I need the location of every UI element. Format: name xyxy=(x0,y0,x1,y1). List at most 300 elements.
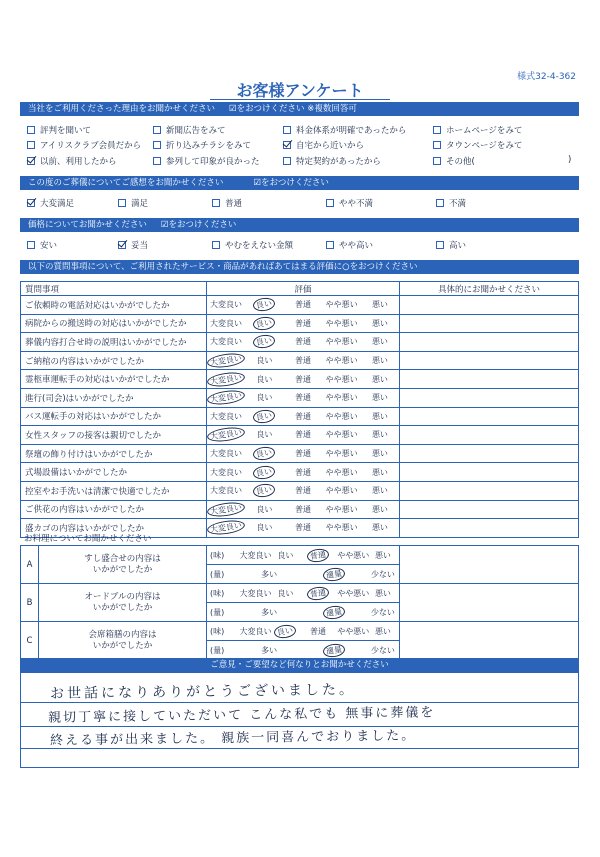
amount-option[interactable] xyxy=(302,603,367,622)
taste-option[interactable] xyxy=(367,584,400,603)
rating-option[interactable] xyxy=(322,407,361,426)
rating-label: 普通 xyxy=(294,300,311,310)
rating-label: 大変良い xyxy=(210,300,243,310)
checkbox[interactable] xyxy=(283,126,291,134)
rating-label: 良い xyxy=(253,446,277,462)
reason-option-7-label: タウンページをみて xyxy=(446,141,523,151)
amount-option[interactable] xyxy=(302,565,367,584)
question-cell: 式場設備はいかがでしたか xyxy=(21,463,207,482)
rating-label: 良い xyxy=(253,334,277,350)
food-question xyxy=(39,546,207,584)
price-option-2-label: やむをえない金額 xyxy=(225,241,294,251)
rating-option[interactable] xyxy=(284,333,323,352)
rating-label: やや悪い xyxy=(325,393,358,403)
evaluation-header-bar xyxy=(20,260,579,274)
rating-option[interactable] xyxy=(245,519,284,538)
taste-label: (味) xyxy=(207,584,237,603)
question-cell: 葬儀内容打合せ時の説明はいかがでしたか xyxy=(21,333,207,352)
detail-cell[interactable] xyxy=(400,519,579,538)
impression-option-1-label: 満足 xyxy=(131,199,149,209)
rating-option[interactable] xyxy=(245,407,284,426)
rating-option[interactable] xyxy=(322,519,361,538)
col-detail-header: 具体的にお聞かせください xyxy=(400,282,579,296)
checkbox[interactable] xyxy=(118,199,126,207)
question-cell: 進行(司会)はいかがでしたか xyxy=(21,388,207,407)
rating-option[interactable] xyxy=(245,296,284,315)
rating-label: やや悪い xyxy=(325,337,358,347)
reason-option-1-label: 新聞広告をみて xyxy=(166,126,226,136)
rating-label: 良い xyxy=(253,297,277,313)
detail-cell[interactable] xyxy=(400,296,579,315)
rating-label: 悪い xyxy=(371,523,388,533)
price-header: 価格についてお聞かせください xyxy=(28,220,147,230)
taste-option-label: 良い xyxy=(274,623,298,639)
rating-option[interactable] xyxy=(207,370,246,389)
checkbox[interactable] xyxy=(27,141,35,149)
taste-option-label: 大変良い xyxy=(239,550,272,560)
detail-cell[interactable] xyxy=(400,351,579,370)
rating-option[interactable] xyxy=(361,296,400,315)
question-cell: バス運転手の対応はいかがでしたか xyxy=(21,407,207,426)
reason-option-6-label: 自宅から近いから xyxy=(296,141,365,151)
checkbox[interactable] xyxy=(212,199,220,207)
checkbox[interactable] xyxy=(433,141,441,149)
food-question-line2: いかがでしたか xyxy=(92,564,153,575)
detail-cell[interactable] xyxy=(400,333,579,352)
detail-cell[interactable] xyxy=(400,370,579,389)
checkbox[interactable] xyxy=(326,241,334,249)
reason-option-9[interactable] xyxy=(153,155,260,167)
checkbox[interactable] xyxy=(153,141,161,149)
taste-option[interactable] xyxy=(367,546,400,565)
rating-option[interactable] xyxy=(207,463,246,482)
amount-label: (量) xyxy=(207,565,237,584)
rating-option[interactable] xyxy=(361,500,400,519)
impression-option-2-label: 普通 xyxy=(225,199,243,209)
rating-label: やや悪い xyxy=(325,467,358,477)
rating-option[interactable] xyxy=(361,388,400,407)
amount-option-label: 少ない xyxy=(370,569,395,579)
checkbox[interactable] xyxy=(27,241,35,249)
rating-option[interactable] xyxy=(361,370,400,389)
rating-label: 大変良い xyxy=(210,449,243,459)
rating-label: 普通 xyxy=(294,486,311,496)
rating-option[interactable] xyxy=(245,314,284,333)
amount-label: (量) xyxy=(207,641,237,660)
page-title: お客様アンケート xyxy=(236,81,364,100)
rating-label: やや悪い xyxy=(325,504,358,514)
taste-option[interactable] xyxy=(302,622,335,641)
rating-option[interactable] xyxy=(322,500,361,519)
reason-option-4-label: アイリスクラブ会員だから xyxy=(40,141,142,151)
checkbox[interactable] xyxy=(153,126,161,134)
reason-option-8-label: 以前、利用したから xyxy=(40,157,117,167)
table-row xyxy=(21,481,579,500)
opinion-header-bar xyxy=(20,658,579,672)
taste-option[interactable] xyxy=(334,584,370,603)
rating-option[interactable] xyxy=(322,333,361,352)
price-option-4[interactable] xyxy=(436,239,466,251)
detail-cell[interactable] xyxy=(400,481,579,500)
form-code: 様式32-4-362 xyxy=(517,72,576,82)
rating-option[interactable] xyxy=(245,426,284,445)
checkbox[interactable] xyxy=(436,199,444,207)
checkbox[interactable] xyxy=(436,241,444,249)
rating-option[interactable] xyxy=(284,519,323,538)
rating-label: 悪い xyxy=(371,504,388,514)
rating-option[interactable] xyxy=(284,500,323,519)
rating-option[interactable] xyxy=(322,444,361,463)
rating-option[interactable] xyxy=(361,444,400,463)
reason-option-1[interactable] xyxy=(153,124,226,136)
rating-label: やや悪い xyxy=(325,318,358,328)
rating-option[interactable] xyxy=(284,314,323,333)
reason-option-0-label: 評判を聞いて xyxy=(40,126,92,136)
rating-label: 悪い xyxy=(371,393,388,403)
reason-note: ☑をおつけください ※複数回答可 xyxy=(229,104,357,114)
detail-cell[interactable] xyxy=(400,500,579,519)
rating-label: 悪い xyxy=(371,374,388,384)
rating-option[interactable] xyxy=(207,519,246,538)
rating-label: 悪い xyxy=(371,430,388,440)
checkbox[interactable] xyxy=(212,241,220,249)
taste-option-label: 悪い xyxy=(374,588,391,598)
detail-cell[interactable] xyxy=(400,463,579,482)
reason-option-3-label: ホームページをみて xyxy=(446,126,523,136)
rating-label: やや悪い xyxy=(325,374,358,384)
rating-option[interactable] xyxy=(361,314,400,333)
rating-option[interactable] xyxy=(322,351,361,370)
table-row xyxy=(21,333,579,352)
rating-option[interactable] xyxy=(207,351,246,370)
amount-option[interactable] xyxy=(237,603,302,622)
title-underline xyxy=(210,99,390,100)
question-cell: 霊柩車運転手の対応はいかがでしたか xyxy=(21,370,207,389)
taste-option[interactable] xyxy=(237,584,270,603)
taste-option[interactable] xyxy=(334,546,370,565)
table-row xyxy=(21,463,579,482)
impression-option-3[interactable] xyxy=(326,197,373,209)
rating-label: 良い xyxy=(256,393,273,403)
table-row xyxy=(21,370,579,389)
amount-label: (量) xyxy=(207,603,237,622)
rating-option[interactable] xyxy=(207,500,246,519)
checkbox[interactable] xyxy=(27,126,35,134)
checkbox[interactable] xyxy=(153,157,161,165)
question-cell: 盛カゴの内容はいかがでしたか xyxy=(21,519,207,538)
detail-cell[interactable] xyxy=(400,388,579,407)
amount-option[interactable] xyxy=(367,565,400,584)
rating-label: 大変良い xyxy=(207,351,246,369)
taste-option[interactable] xyxy=(269,584,302,603)
rating-label: 普通 xyxy=(294,393,311,403)
rating-label: 良い xyxy=(256,504,273,514)
rating-label: 良い xyxy=(253,408,277,424)
table-row xyxy=(21,426,579,445)
rating-option[interactable] xyxy=(361,426,400,445)
taste-option-label: 良い xyxy=(277,550,294,560)
impression-option-4[interactable] xyxy=(436,197,466,209)
reason-option-10[interactable] xyxy=(283,155,381,167)
price-option-4-label: 高い xyxy=(449,241,467,251)
rating-label: 普通 xyxy=(294,337,311,347)
rating-option[interactable] xyxy=(245,500,284,519)
rating-label: 普通 xyxy=(294,504,311,514)
impression-header: この度のご葬儀についてご感想をお聞かせください xyxy=(28,178,224,188)
opinion-rule-line xyxy=(20,748,579,749)
table-row xyxy=(21,296,579,315)
checkbox[interactable] xyxy=(433,126,441,134)
rating-option[interactable] xyxy=(361,519,400,538)
rating-label: 大変良い xyxy=(207,370,246,388)
checkbox[interactable] xyxy=(27,157,35,165)
rating-option[interactable] xyxy=(245,333,284,352)
food-table xyxy=(20,545,579,660)
reason-option-6[interactable] xyxy=(283,139,364,151)
rating-option[interactable] xyxy=(207,444,246,463)
evaluation-head-row xyxy=(21,282,579,296)
question-cell: ご納棺の内容はいかがでしたか xyxy=(21,351,207,370)
question-cell: 控室やお手洗いは清潔で快適でしたか xyxy=(21,481,207,500)
table-row xyxy=(21,314,579,333)
rating-option[interactable] xyxy=(361,351,400,370)
taste-label: (味) xyxy=(207,546,237,565)
taste-option-label: 大変良い xyxy=(239,588,272,598)
rating-label: 悪い xyxy=(371,337,388,347)
taste-option-label: 大変良い xyxy=(239,626,272,636)
rating-option[interactable] xyxy=(207,407,246,426)
price-option-1[interactable] xyxy=(118,239,148,251)
checkbox[interactable] xyxy=(27,199,35,207)
reason-option-5[interactable] xyxy=(153,139,251,151)
rating-label: 良い xyxy=(253,315,277,331)
rating-label: やや悪い xyxy=(325,356,358,366)
rating-label: 悪い xyxy=(371,486,388,496)
food-detail-cell[interactable] xyxy=(400,546,579,584)
amount-option-label: 適量 xyxy=(322,566,346,582)
taste-option[interactable] xyxy=(367,622,400,641)
price-option-1-label: 妥当 xyxy=(131,241,149,251)
amount-option[interactable] xyxy=(367,641,400,660)
food-question-line1: すし盛合せの内容は xyxy=(84,553,161,564)
rating-option[interactable] xyxy=(245,388,284,407)
detail-cell[interactable] xyxy=(400,444,579,463)
food-question-line2: いかがでしたか xyxy=(92,602,153,613)
rating-label: 大変良い xyxy=(210,486,243,496)
rating-option[interactable] xyxy=(284,370,323,389)
food-detail-cell[interactable] xyxy=(400,584,579,622)
detail-cell[interactable] xyxy=(400,407,579,426)
reason-option-11-label: その他( xyxy=(446,157,475,167)
price-header-bar xyxy=(20,218,579,232)
rating-option[interactable] xyxy=(245,370,284,389)
food-question xyxy=(39,622,207,660)
taste-option[interactable] xyxy=(269,622,302,641)
rating-label: 普通 xyxy=(294,523,311,533)
handwritten-line-1: お世話になりありがとうございました。 xyxy=(49,681,357,703)
amount-option[interactable] xyxy=(237,641,302,660)
rating-label: 普通 xyxy=(294,411,311,421)
food-letter: C xyxy=(21,622,39,660)
food-taste-row xyxy=(21,622,579,641)
detail-cell[interactable] xyxy=(400,426,579,445)
rating-label: やや悪い xyxy=(325,449,358,459)
rating-label: 普通 xyxy=(294,374,311,384)
table-row xyxy=(21,444,579,463)
rating-label: 良い xyxy=(256,356,273,366)
food-detail-cell[interactable] xyxy=(400,622,579,660)
rating-option[interactable] xyxy=(284,296,323,315)
reason-header-bar xyxy=(20,102,579,116)
rating-label: 良い xyxy=(256,523,273,533)
taste-option-label: 普通 xyxy=(306,547,330,563)
reason-option-3[interactable] xyxy=(433,124,522,136)
rating-label: 大変良い xyxy=(207,500,246,518)
taste-option[interactable] xyxy=(237,546,270,565)
reason-option-8[interactable] xyxy=(27,155,117,167)
price-option-0-label: 安い xyxy=(40,241,58,251)
rating-option[interactable] xyxy=(207,481,246,500)
amount-option-label: 適量 xyxy=(322,642,346,658)
impression-option-0[interactable] xyxy=(27,197,74,209)
opinion-header: ご意見・ご要望など何なりとお聞かせください xyxy=(210,660,389,670)
rating-option[interactable] xyxy=(322,481,361,500)
food-question-line1: オードブルの内容は xyxy=(84,591,161,602)
rating-option[interactable] xyxy=(322,388,361,407)
taste-option[interactable] xyxy=(237,622,270,641)
rating-option[interactable] xyxy=(207,388,246,407)
price-option-0[interactable] xyxy=(27,239,57,251)
rating-label: 悪い xyxy=(371,356,388,366)
taste-option-label: 普通 xyxy=(306,585,330,601)
taste-option-label: 悪い xyxy=(374,550,391,560)
rating-label: 普通 xyxy=(294,430,311,440)
rating-option[interactable] xyxy=(361,407,400,426)
taste-option[interactable] xyxy=(302,546,335,565)
rating-option[interactable] xyxy=(207,314,246,333)
food-letter: B xyxy=(21,584,39,622)
rating-option[interactable] xyxy=(322,426,361,445)
taste-option-label: やや悪い xyxy=(337,588,370,598)
rating-option[interactable] xyxy=(207,296,246,315)
reason-option-0[interactable] xyxy=(27,124,91,136)
rating-option[interactable] xyxy=(284,444,323,463)
checkbox[interactable] xyxy=(283,141,291,149)
impression-option-1[interactable] xyxy=(118,197,148,209)
taste-option[interactable] xyxy=(334,622,370,641)
rating-option[interactable] xyxy=(361,463,400,482)
question-cell: 病院からの搬送時の対応はいかがでしたか xyxy=(21,314,207,333)
rating-label: 大変良い xyxy=(207,519,246,537)
rating-label: 悪い xyxy=(371,318,388,328)
food-letter: A xyxy=(21,546,39,584)
reason-option-2[interactable] xyxy=(283,124,406,136)
price-note: ☑をおつけください xyxy=(160,220,237,230)
reason-option-10-label: 特定契約があったから xyxy=(296,157,381,167)
rating-option[interactable] xyxy=(245,351,284,370)
amount-option-label: 多い xyxy=(261,645,278,655)
food-taste-row xyxy=(21,546,579,565)
amount-option-label: 多い xyxy=(261,607,278,617)
rating-option[interactable] xyxy=(284,481,323,500)
amount-option[interactable] xyxy=(237,565,302,584)
rating-option[interactable] xyxy=(322,314,361,333)
rating-option[interactable] xyxy=(284,351,323,370)
price-option-3[interactable] xyxy=(326,239,373,251)
checkbox[interactable] xyxy=(433,157,441,165)
rating-label: やや悪い xyxy=(325,300,358,310)
impression-option-2[interactable] xyxy=(212,197,242,209)
rating-option[interactable] xyxy=(207,333,246,352)
question-cell: 祭壇の飾り付けはいかがでしたか xyxy=(21,444,207,463)
taste-option-label: 普通 xyxy=(309,626,326,636)
food-title: お料理についてお聞かせください xyxy=(24,534,152,544)
rating-label: 普通 xyxy=(294,356,311,366)
evaluation-header: 以下の質問事項について、ご利用されたサービス・商品があればあてはまる評価に○をおつけください xyxy=(28,262,418,272)
rating-option[interactable] xyxy=(245,463,284,482)
reason-option-4[interactable] xyxy=(27,139,141,151)
rating-label: 大変良い xyxy=(207,426,246,444)
other-close-paren: ) xyxy=(568,155,572,165)
rating-label: 大変良い xyxy=(210,411,243,421)
amount-option-label: 少ない xyxy=(370,607,395,617)
question-cell: ご供花の内容はいかがでしたか xyxy=(21,500,207,519)
rating-option[interactable] xyxy=(322,296,361,315)
impression-option-4-label: 不満 xyxy=(449,199,467,209)
rating-label: 悪い xyxy=(371,467,388,477)
taste-option-label: 悪い xyxy=(374,626,391,636)
rating-option[interactable] xyxy=(284,426,323,445)
rating-label: 大変良い xyxy=(210,318,243,328)
rating-label: 普通 xyxy=(294,318,311,328)
rating-label: やや悪い xyxy=(325,523,358,533)
amount-option[interactable] xyxy=(302,641,367,660)
taste-option[interactable] xyxy=(269,546,302,565)
taste-option[interactable] xyxy=(302,584,335,603)
rating-option[interactable] xyxy=(207,426,246,445)
rating-option[interactable] xyxy=(284,388,323,407)
rating-label: 普通 xyxy=(294,467,311,477)
detail-cell[interactable] xyxy=(400,314,579,333)
rating-option[interactable] xyxy=(245,444,284,463)
food-taste-row xyxy=(21,584,579,603)
reason-option-7[interactable] xyxy=(433,139,522,151)
rating-label: やや悪い xyxy=(325,430,358,440)
price-option-2[interactable] xyxy=(212,239,293,251)
checkbox[interactable] xyxy=(118,241,126,249)
rating-option[interactable] xyxy=(284,463,323,482)
table-row xyxy=(21,388,579,407)
checkbox[interactable] xyxy=(326,199,334,207)
rating-label: 悪い xyxy=(371,300,388,310)
price-option-3-label: やや高い xyxy=(339,241,374,251)
reason-option-11[interactable] xyxy=(433,155,475,167)
checkbox[interactable] xyxy=(283,157,291,165)
rating-option[interactable] xyxy=(361,333,400,352)
rating-option[interactable] xyxy=(322,463,361,482)
rating-label: 悪い xyxy=(371,411,388,421)
rating-option[interactable] xyxy=(361,481,400,500)
rating-option[interactable] xyxy=(284,407,323,426)
handwritten-line-2: 親切丁寧に接していただいて こんな私でも 無事に葬儀を xyxy=(47,705,436,726)
rating-label: 良い xyxy=(256,430,273,440)
rating-label: 悪い xyxy=(371,449,388,459)
rating-option[interactable] xyxy=(322,370,361,389)
rating-option[interactable] xyxy=(245,481,284,500)
amount-option[interactable] xyxy=(367,603,400,622)
rating-label: やや悪い xyxy=(325,486,358,496)
rating-label: 普通 xyxy=(294,449,311,459)
